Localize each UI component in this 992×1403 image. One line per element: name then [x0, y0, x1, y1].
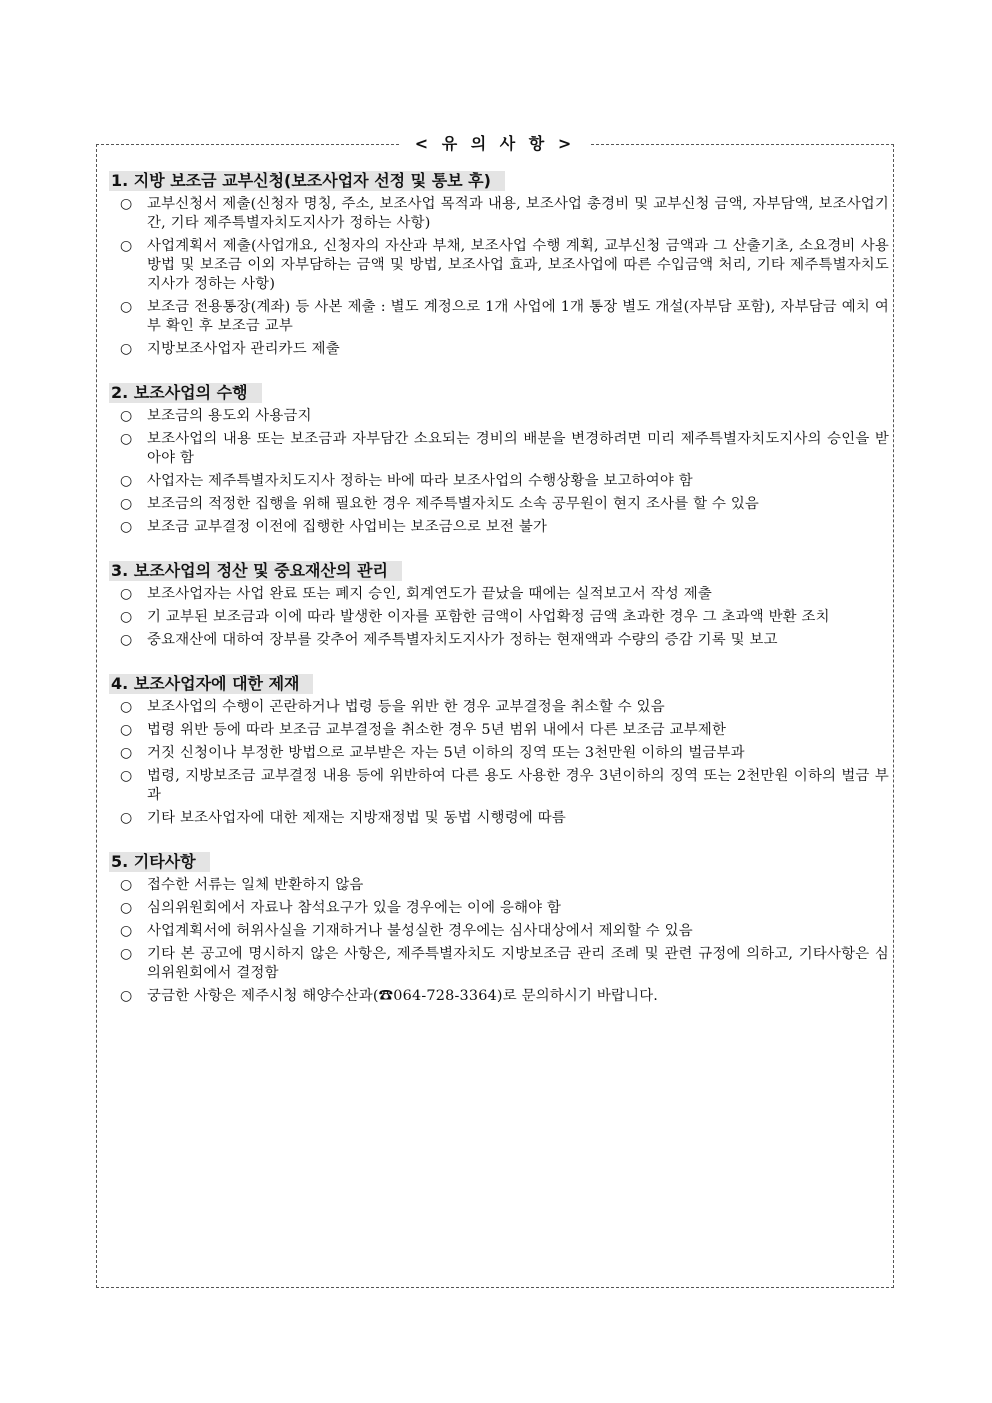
item-text: 심의위원회에서 자료나 참석요구가 있을 경우에는 이에 응해야 함	[147, 900, 562, 916]
circle-bullet-icon: ○	[120, 238, 133, 254]
item-text: 보조금의 적정한 집행을 위해 필요한 경우 제주특별자치도 소속 공무원이 현지 조사를 할 수 있음	[147, 496, 760, 512]
circle-bullet-icon: ○	[120, 586, 133, 602]
list-item	[109, 899, 889, 918]
item-list	[109, 407, 889, 537]
section-4	[109, 674, 889, 828]
list-item	[109, 744, 889, 763]
circle-bullet-icon: ○	[120, 745, 133, 761]
item-list	[109, 195, 889, 359]
circle-bullet-icon: ○	[120, 341, 133, 357]
list-item	[109, 631, 889, 650]
list-item	[109, 987, 889, 1006]
circle-bullet-icon: ○	[120, 768, 133, 784]
circle-bullet-icon: ○	[120, 609, 133, 625]
list-item	[109, 407, 889, 426]
item-list	[109, 876, 889, 1006]
circle-bullet-icon: ○	[120, 923, 133, 939]
list-item	[109, 767, 889, 805]
item-text: 보조사업의 수행이 곤란하거나 법령 등을 위반 한 경우 교부결정을 취소할 수 있음	[147, 699, 665, 715]
item-text: 기타 보조사업자에 대한 제재는 지방재정법 및 동법 시행령에 따름	[147, 810, 566, 826]
section-1	[109, 171, 889, 359]
list-item	[109, 340, 889, 359]
circle-bullet-icon: ○	[120, 408, 133, 424]
circle-bullet-icon: ○	[120, 196, 133, 212]
circle-bullet-icon: ○	[120, 431, 133, 447]
item-text: 접수한 서류는 일체 반환하지 않음	[147, 877, 364, 893]
circle-bullet-icon: ○	[120, 946, 133, 962]
circle-bullet-icon: ○	[120, 722, 133, 738]
list-item	[109, 518, 889, 537]
circle-bullet-icon: ○	[120, 473, 133, 489]
item-text: 보조금 교부결정 이전에 집행한 사업비는 보조금으로 보전 불가	[147, 519, 548, 535]
item-text: 사업계획서 제출(사업개요, 신청자의 자산과 부채, 보조사업 수행 계획, 교부신청 금액과 그 산출기초, 소요경비 사용방법 및 보조금 이외 자부담하는 금액 및 방법, 보조사업 효과, 보조사업에 따른 수입금액 처리, 기타 제주특별자치도지사가 정하는 사항)	[147, 238, 889, 292]
section-5	[109, 852, 889, 1006]
list-item	[109, 195, 889, 233]
item-text: 교부신청서 제출(신청자 명칭, 주소, 보조사업 목적과 내용, 보조사업 총경비 및 교부신청 금액, 자부담액, 보조사업기간, 기타 제주특별자치도지사가 정하는 사항)	[147, 196, 889, 231]
circle-bullet-icon: ○	[120, 519, 133, 535]
list-item	[109, 585, 889, 604]
circle-bullet-icon: ○	[120, 988, 133, 1004]
list-item	[109, 876, 889, 895]
item-text: 보조사업자는 사업 완료 또는 폐지 승인, 회계연도가 끝났을 때에는 실적보고서 작성 제출	[147, 586, 712, 602]
list-item	[109, 237, 889, 294]
list-item	[109, 945, 889, 983]
item-text: 중요재산에 대하여 장부를 갖추어 제주특별자치도지사가 정하는 현재액과 수량의 증감 기록 및 보고	[147, 632, 778, 648]
section-heading: 1. 지방 보조금 교부신청(보조사업자 선정 및 통보 후)	[109, 171, 505, 191]
item-list	[109, 585, 889, 650]
list-item	[109, 430, 889, 468]
notice-box	[96, 134, 894, 1288]
circle-bullet-icon: ○	[120, 810, 133, 826]
circle-bullet-icon: ○	[120, 299, 133, 315]
list-item	[109, 472, 889, 491]
list-item	[109, 495, 889, 514]
circle-bullet-icon: ○	[120, 496, 133, 512]
item-text: 기 교부된 보조금과 이에 따라 발생한 이자를 포함한 금액이 사업확정 금액 초과한 경우 그 초과액 반환 조치	[147, 609, 830, 625]
item-text: 보조사업의 내용 또는 보조금과 자부담간 소요되는 경비의 배분을 변경하려면 미리 제주특별자치도지사의 승인을 받아야 함	[147, 431, 889, 466]
item-text: 법령 위반 등에 따라 보조금 교부결정을 취소한 경우 5년 범위 내에서 다른 보조금 교부제한	[147, 722, 727, 738]
item-text: 사업자는 제주특별자치도지사 정하는 바에 따라 보조사업의 수행상황을 보고하여야 함	[147, 473, 693, 489]
list-item	[109, 608, 889, 627]
circle-bullet-icon: ○	[120, 632, 133, 648]
notice-title: < 유 의 사 항 >	[401, 133, 590, 155]
item-text: 기타 본 공고에 명시하지 않은 사항은, 제주특별자치도 지방보조금 관리 조례 및 관련 규정에 의하고, 기타사항은 심의위원회에서 결정함	[147, 946, 889, 981]
list-item	[109, 698, 889, 717]
item-list	[109, 698, 889, 828]
item-text: 보조금 전용통장(계좌) 등 사본 제출 : 별도 계정으로 1개 사업에 1개 통장 별도 개설(자부담 포함), 자부담금 예치 여부 확인 후 보조금 교부	[147, 299, 889, 334]
circle-bullet-icon: ○	[120, 877, 133, 893]
item-text: 거짓 신청이나 부정한 방법으로 교부받은 자는 5년 이하의 징역 또는 3천만원 이하의 벌금부과	[147, 745, 745, 761]
section-heading: 2. 보조사업의 수행	[109, 383, 262, 403]
section-heading: 4. 보조사업자에 대한 제재	[109, 674, 313, 694]
notice-content	[109, 171, 889, 1030]
circle-bullet-icon: ○	[120, 900, 133, 916]
item-text: 궁금한 사항은 제주시청 해양수산과(☎064-728-3364)로 문의하시기 바랍니다.	[147, 988, 659, 1004]
section-2	[109, 383, 889, 537]
item-text: 사업계획서에 허위사실을 기재하거나 불성실한 경우에는 심사대상에서 제외할 수 있음	[147, 923, 693, 939]
list-item	[109, 721, 889, 740]
section-3	[109, 561, 889, 650]
item-text: 법령, 지방보조금 교부결정 내용 등에 위반하여 다른 용도 사용한 경우 3년이하의 징역 또는 2천만원 이하의 벌금 부과	[147, 768, 889, 803]
circle-bullet-icon: ○	[120, 699, 133, 715]
section-heading: 5. 기타사항	[109, 852, 210, 872]
item-text: 보조금의 용도외 사용금지	[147, 408, 312, 424]
item-text: 지방보조사업자 관리카드 제출	[147, 341, 340, 357]
section-heading: 3. 보조사업의 정산 및 중요재산의 관리	[109, 561, 402, 581]
list-item	[109, 298, 889, 336]
list-item	[109, 809, 889, 828]
list-item	[109, 922, 889, 941]
